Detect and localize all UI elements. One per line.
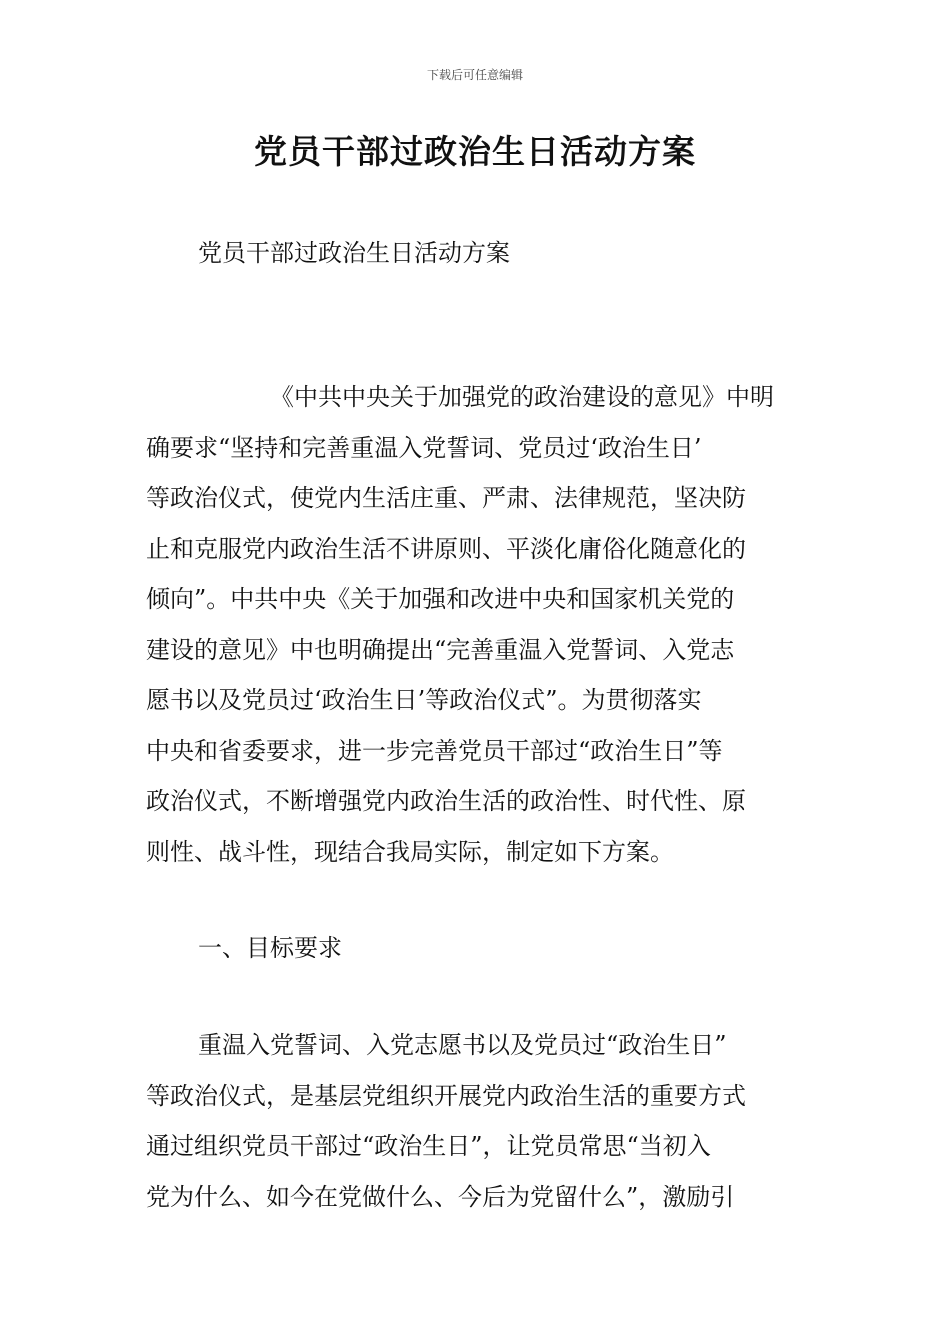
paragraph-line: 确要求“坚持和完善重温入党誓词、党员过‘政治生日’ — [146, 433, 702, 462]
paragraph-line: 止和克服党内政治生活不讲原则、平淡化庸俗化随意化的 — [146, 534, 746, 563]
paragraph-line: 中央和省委要求，进一步完善党员干部过“政治生日”等 — [146, 736, 723, 765]
paragraph-line: 等政治仪式，使党内生活庄重、严肃、法律规范，坚决防 — [146, 484, 746, 512]
paragraph-line: 愿书以及党员过‘政治生日’等政治仪式”。为贯彻落实 — [146, 686, 702, 714]
paragraph-line: 通过组织党员干部过“政治生日”，让党员常思“当初入 — [146, 1132, 711, 1160]
paragraph-line: 政治仪式，不断增强党内政治生活的政治性、时代性、原 — [146, 787, 746, 815]
document-subtitle: 党员干部过政治生日活动方案 — [198, 239, 510, 267]
document-title: 党员干部过政治生日活动方案 — [254, 132, 696, 171]
paragraph-line: 等政治仪式，是基层党组织开展党内政治生活的重要方式 — [146, 1081, 746, 1110]
paragraph-line: 则性、战斗性，现结合我局实际，制定如下方案。 — [146, 837, 674, 866]
paragraph-line: 重温入党誓词、入党志愿书以及党员过“政治生日” — [198, 1031, 727, 1059]
header-note: 下载后可任意编辑 — [426, 68, 523, 82]
paragraph-line: 《中共中央关于加强党的政治建设的意见》中明 — [270, 383, 774, 411]
paragraph-goals — [146, 1020, 806, 1222]
section-heading: 一、目标要求 — [198, 934, 342, 962]
paragraph-line: 党为什么、如今在党做什么、今后为党留什么”，激励引 — [146, 1182, 735, 1211]
paragraph-line: 倾向”。中共中央《关于加强和改进中央和国家机关党的 — [146, 585, 735, 613]
paragraph-intro — [146, 372, 806, 877]
paragraph-line: 建设的意见》中也明确提出“完善重温入党誓词、入党志 — [146, 635, 735, 664]
